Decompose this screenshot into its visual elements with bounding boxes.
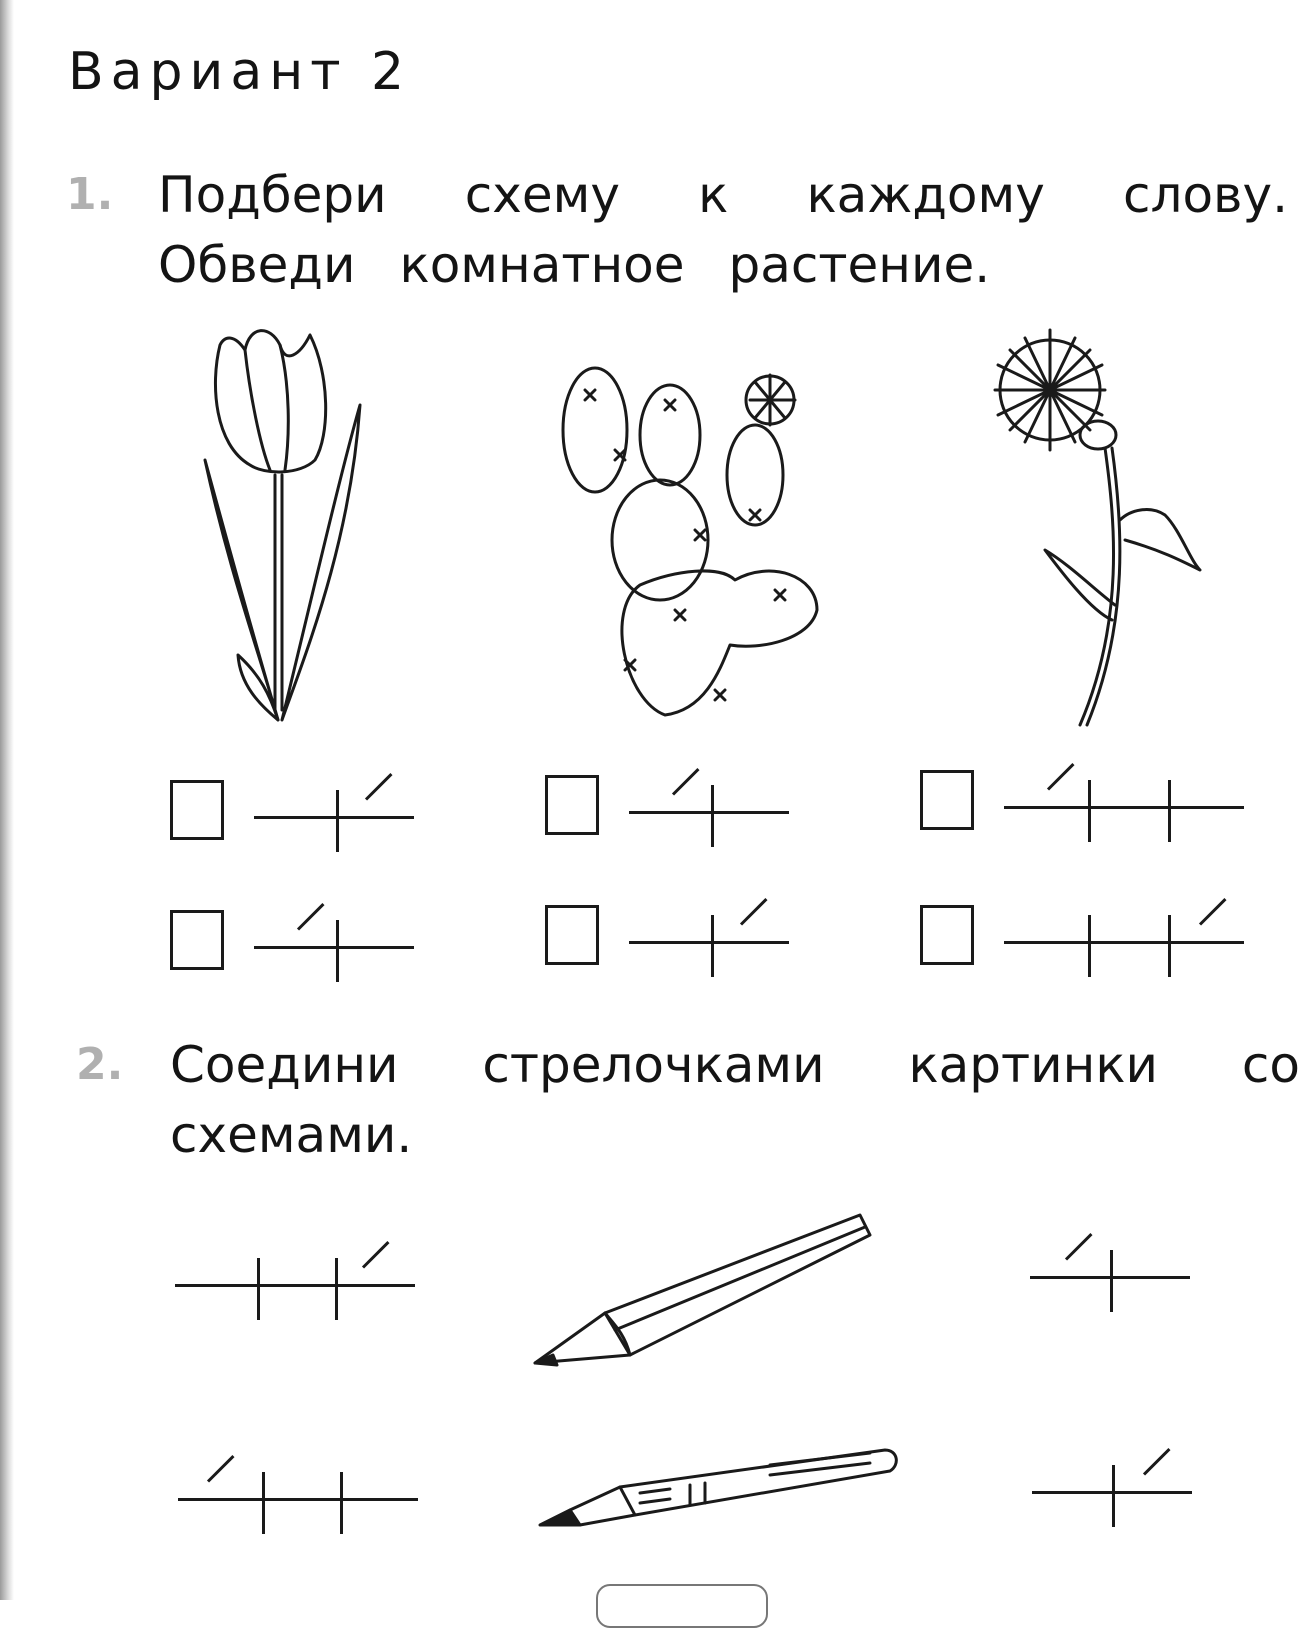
scheme-line (254, 946, 414, 949)
answer-box[interactable] (545, 775, 599, 835)
answer-box[interactable] (170, 780, 224, 840)
stress-mark (1065, 1233, 1093, 1261)
answer-box[interactable] (170, 910, 224, 970)
answer-box[interactable] (920, 770, 974, 830)
cornflower-picture[interactable] (980, 320, 1210, 730)
task-1-word: растение. (728, 236, 991, 294)
task-1-word: к (698, 166, 729, 224)
cactus-picture[interactable] (555, 360, 845, 730)
scheme-line (175, 1284, 415, 1287)
stress-mark (1047, 763, 1075, 791)
task-1-word: Подбери (158, 166, 387, 224)
pencil-picture[interactable] (535, 1205, 875, 1390)
task-1-word: комнатное (399, 236, 685, 294)
task-2-word: стрелочками (482, 1036, 825, 1094)
scheme-line (1004, 806, 1244, 809)
task-1-word: схему (464, 166, 620, 224)
task-2-word: схемами. (170, 1106, 413, 1164)
task-1-word: слову. (1123, 166, 1288, 224)
syllable-divider (711, 915, 714, 977)
task-2-line-2 (170, 1100, 1300, 1170)
scheme-line (629, 941, 789, 944)
task-1-word: каждому (806, 166, 1045, 224)
stress-mark (365, 773, 393, 801)
stress-mark (1199, 898, 1227, 926)
syllable-divider (336, 790, 339, 852)
task-2-line-1 (170, 1030, 1300, 1100)
syllable-divider (336, 920, 339, 982)
answer-box[interactable] (545, 905, 599, 965)
tulip-picture[interactable] (190, 325, 380, 735)
syllable-divider (340, 1472, 343, 1534)
scheme-line (1004, 941, 1244, 944)
stress-mark (740, 898, 768, 926)
task-2-word: со (1241, 1036, 1300, 1094)
pen-picture[interactable] (540, 1445, 905, 1535)
stress-mark (672, 768, 700, 796)
task-2-number: 2. (76, 1039, 124, 1090)
variant-heading: Вариант 2 (68, 42, 412, 102)
stress-mark (207, 1455, 235, 1483)
syllable-divider (335, 1258, 338, 1320)
scheme-line (178, 1498, 418, 1501)
task-1-line-2 (158, 230, 1288, 300)
task-1-instruction (66, 160, 1288, 300)
syllable-divider (711, 785, 714, 847)
stress-mark (1143, 1448, 1171, 1476)
scheme-line (254, 816, 414, 819)
syllable-divider (1088, 780, 1091, 842)
page-number-badge (596, 1584, 768, 1628)
syllable-divider (1168, 915, 1171, 977)
task-2-instruction (76, 1030, 1300, 1170)
task-1-word: Обведи (158, 236, 356, 294)
task-2-word: картинки (908, 1036, 1159, 1094)
task-2-word: Соедини (170, 1036, 399, 1094)
syllable-divider (1112, 1465, 1115, 1527)
scheme-line (629, 811, 789, 814)
task-1-line-1 (158, 160, 1288, 230)
stress-mark (297, 903, 325, 931)
syllable-divider (257, 1258, 260, 1320)
syllable-divider (262, 1472, 265, 1534)
syllable-divider (1168, 780, 1171, 842)
syllable-divider (1110, 1250, 1113, 1312)
syllable-divider (1088, 915, 1091, 977)
page-edge-shadow (0, 0, 14, 1600)
answer-box[interactable] (920, 905, 974, 965)
task-1-number: 1. (66, 169, 114, 220)
stress-mark (362, 1241, 390, 1269)
